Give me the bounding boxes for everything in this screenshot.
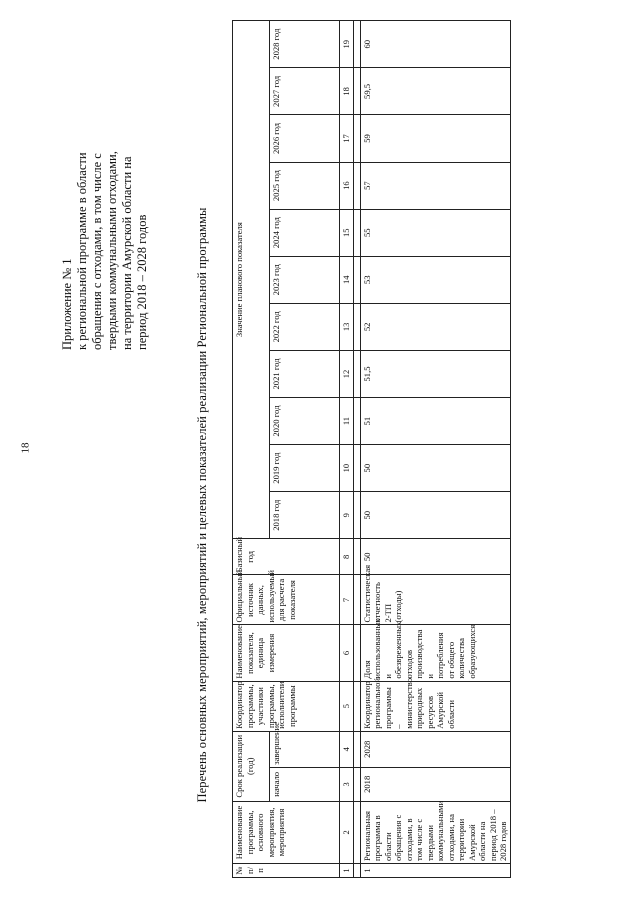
table-title: Перечень основных мероприятий, мероприятий и целевых показателей реализации Региональной программы [195, 207, 209, 803]
header-year: 2020 год [270, 398, 340, 445]
header-year: 2021 год [270, 350, 340, 397]
header-base-year: Базисный год [233, 539, 340, 575]
header-row-1 [233, 21, 270, 878]
header-start: начало [270, 767, 340, 801]
header-coordinator: Координатор программы, участники программы, исполнители программы [233, 681, 340, 731]
row-value: 55 [360, 209, 510, 256]
header-end: завершение [270, 731, 340, 767]
header-year: 2022 год [270, 303, 340, 350]
column-number: 14 [340, 256, 354, 303]
header-year: 2028 год [270, 21, 340, 68]
column-number: 10 [340, 445, 354, 492]
row-start: 2018 [360, 767, 510, 801]
appendix-block [60, 10, 150, 350]
header-indicator: Наименование показателя, единица измерения [233, 625, 340, 681]
header-year: 2027 год [270, 68, 340, 115]
column-number: 1 [340, 863, 354, 877]
header-no: № п/п [233, 863, 340, 877]
column-number: 7 [340, 575, 354, 625]
column-number: 12 [340, 350, 354, 397]
column-number: 16 [340, 162, 354, 209]
row-value: 60 [360, 21, 510, 68]
table-row [360, 21, 510, 878]
column-number: 6 [340, 625, 354, 681]
header-plan: Значение планового показателя [233, 21, 270, 539]
indicators-table [232, 20, 511, 878]
column-number: 11 [340, 398, 354, 445]
header-year: 2024 год [270, 209, 340, 256]
header-source: Официальный источник данных, используемый для расчета показателя [233, 575, 340, 625]
row-value: 51 [360, 398, 510, 445]
row-no: 1 [360, 863, 510, 877]
column-number: 5 [340, 681, 354, 731]
row-value: 53 [360, 256, 510, 303]
column-number: 13 [340, 303, 354, 350]
appendix-heading: Приложение № 1 [60, 258, 74, 350]
row-base: 50 [360, 539, 510, 575]
column-number: 9 [340, 492, 354, 539]
column-number-row [340, 21, 354, 878]
header-year: 2026 год [270, 115, 340, 162]
header-year: 2025 год [270, 162, 340, 209]
row-value: 52 [360, 303, 510, 350]
row-end: 2028 [360, 731, 510, 767]
appendix-line: период 2018 – 2028 годов [135, 214, 149, 350]
column-number: 15 [340, 209, 354, 256]
row-value: 50 [360, 445, 510, 492]
separator-row [353, 21, 360, 878]
column-number: 8 [340, 539, 354, 575]
row-value: 57 [360, 162, 510, 209]
row-value: 59 [360, 115, 510, 162]
column-number: 18 [340, 68, 354, 115]
header-term: Срок реализации (год) [233, 731, 270, 801]
header-year: 2023 год [270, 256, 340, 303]
header-name: Наименование программы, основного мероприятия, мероприятия [233, 801, 340, 863]
row-value: 51,5 [360, 350, 510, 397]
column-number: 4 [340, 731, 354, 767]
row-coordinator: Координатор региональной программы – министерство природных ресурсов Амурской области [360, 681, 510, 731]
column-number: 2 [340, 801, 354, 863]
row-value: 59,5 [360, 68, 510, 115]
appendix-line: обращения с отходами, в том числе с [90, 153, 104, 350]
header-year: 2019 год [270, 445, 340, 492]
appendix-line: к региональной программе в области [75, 152, 89, 350]
row-name: Региональная программа в области обращения с отходами, в том числе с твердыми коммунальными отходами, на территории Амурской области на период 2018 – 2028 годов [360, 801, 510, 863]
page-number: 18 [19, 442, 32, 454]
row-value: 50 [360, 492, 510, 539]
appendix-line: на территории Амурской области на [120, 156, 134, 350]
row-indicator: Доля использованных и обезвреженных отходов производства и потребления от общего количества образующихся [360, 625, 510, 681]
column-number: 3 [340, 767, 354, 801]
header-year: 2018 год [270, 492, 340, 539]
column-number: 19 [340, 21, 354, 68]
appendix-line: твердыми коммунальными отходами, [105, 151, 119, 350]
row-source: Статистическая отчетность 2-ТП (отходы) [360, 575, 510, 625]
column-number: 17 [340, 115, 354, 162]
